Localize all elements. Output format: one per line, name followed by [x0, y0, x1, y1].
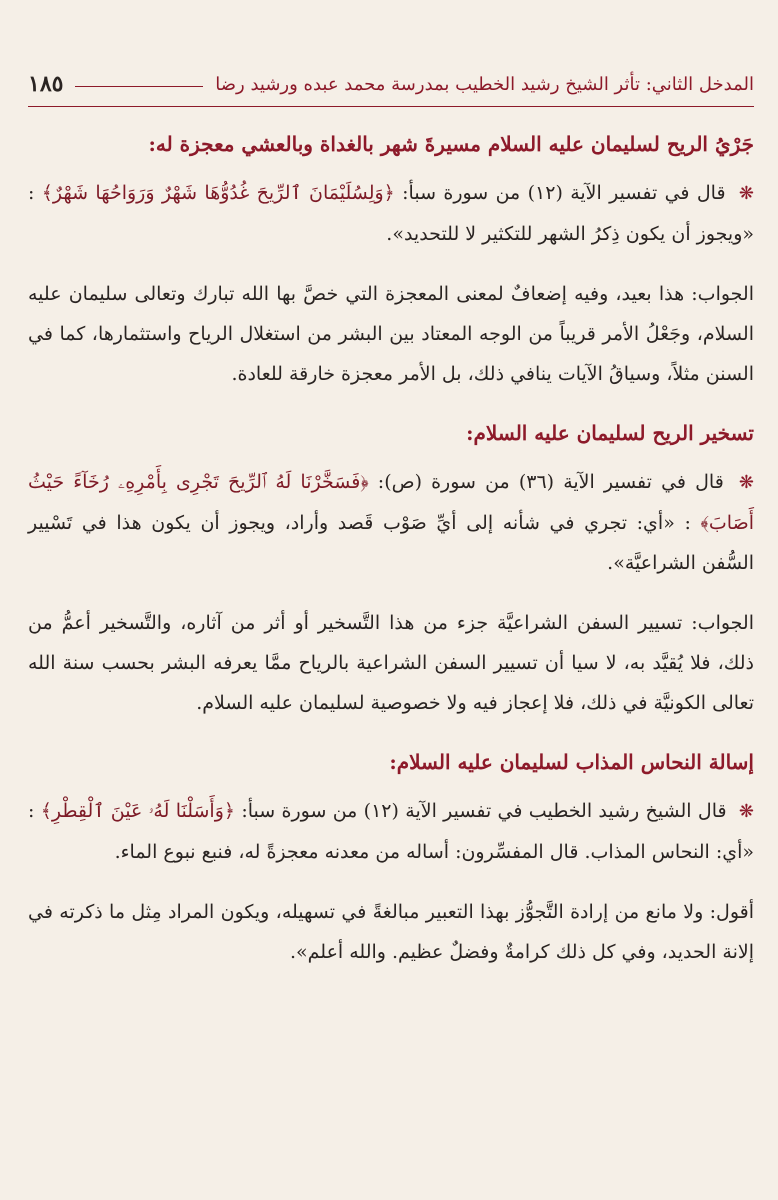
quran-verse: ﴿وَأَسَلْنَا لَهُۥ عَيْنَ ٱلْقِطْرِ﴾: [40, 800, 236, 822]
section-1: [28, 125, 754, 394]
quote-commentary: : «ويجوز أن يكون ذِكرُ الشهر للتكثير لا للتحديد».: [28, 182, 754, 245]
bullet-icon: ❋: [738, 801, 754, 822]
section-heading: تسخير الريح لسليمان عليه السلام:: [466, 421, 754, 445]
quran-verse: ﴿فَسَخَّرْنَا لَهُ ٱلرِّيحَ تَجْرِى بِأَمْرِهِۦ رُخَآءً حَيْثُ أَصَابَ﴾: [28, 471, 755, 534]
quote-commentary: : «أي: تجري في شأنه إلى أيِّ صَوْب قَصد وأراد، ويجوز أن يكون هذا في تَسْيير السُّفن الشراعيَّة».: [28, 512, 754, 574]
quote-intro: قال الشيخ رشيد الخطيب في تفسير الآية (١٢) من سورة سبأ:: [235, 800, 727, 822]
section-2: [28, 414, 754, 723]
answer-paragraph: الجواب: هذا بعيد، وفيه إضعافٌ لمعنى المعجزة التي خصَّ بها الله تبارك وتعالى سليمان عليه السلام، وجَعْلُ الأمر قريباً من الوجه المعتاد بين البشر من استغلال الرياح واستثمارها، كما في السنن مثلاً، وسياقُ الآيات ينافي ذلك، بل الأمر معجزة خارقة للعادة.: [28, 283, 754, 385]
quote-paragraph: [28, 462, 754, 583]
quote-intro: قال في تفسير الآية (١٢) من سورة سبأ:: [394, 182, 726, 204]
quran-verse: ﴿وَلِسُلَيْمَانَ ٱلرِّيحَ غُدُوُّهَا شَهْرٌ وَرَوَاحُهَا شَهْرٌ﴾: [41, 182, 395, 204]
page-number: ١٨٥: [28, 71, 64, 97]
section-3: [28, 743, 754, 972]
header-rule: [75, 86, 203, 87]
section-heading: جَرْيُ الريح لسليمان عليه السلام مسيرةَ شهر بالغداة وبالعشي معجزة له:: [148, 132, 754, 156]
section-heading: إسالة النحاس المذاب لسليمان عليه السلام:: [389, 750, 754, 774]
running-title: المدخل الثاني: تأثر الشيخ رشيد الخطيب بمدرسة محمد عبده ورشيد رضا: [215, 73, 754, 95]
running-header: [28, 62, 754, 107]
answer-paragraph: أقول: ولا مانع من إرادة التَّجوُّز بهذا التعبير مبالغةً في تسهيله، ويكون المراد مِثل ما ذكرته في إلانة الحديد، وفي كل ذلك كرامةٌ وفضلٌ عظيم. والله أعلم».: [28, 901, 754, 963]
book-page: [28, 62, 754, 1152]
bullet-icon: ❋: [738, 472, 754, 493]
quote-paragraph: [28, 173, 754, 254]
page-content: [28, 125, 754, 972]
answer-paragraph: الجواب: تسيير السفن الشراعيَّة جزء من هذا التَّسخير أو أثر من آثاره، والتَّسخير أعمُّ من ذلك، فلا يُقيَّد به، لا سيا أن تسيير السفن الشراعية بالرياح ممَّا يعرفه البشر بحسب سنة الله تعالى الكونيَّة في ذلك، فلا إعجاز فيه ولا خصوصية لسليمان عليه السلام.: [28, 612, 754, 714]
bullet-icon: ❋: [738, 183, 755, 204]
quote-paragraph: [28, 791, 754, 872]
quote-commentary: : «أي: النحاس المذاب. قال المفسِّرون: أساله من معدنه معجزةً له، فنبع نبوع الماء.: [28, 800, 754, 863]
quote-intro: قال في تفسير الآية (٣٦) من سورة (ص):: [368, 471, 724, 493]
